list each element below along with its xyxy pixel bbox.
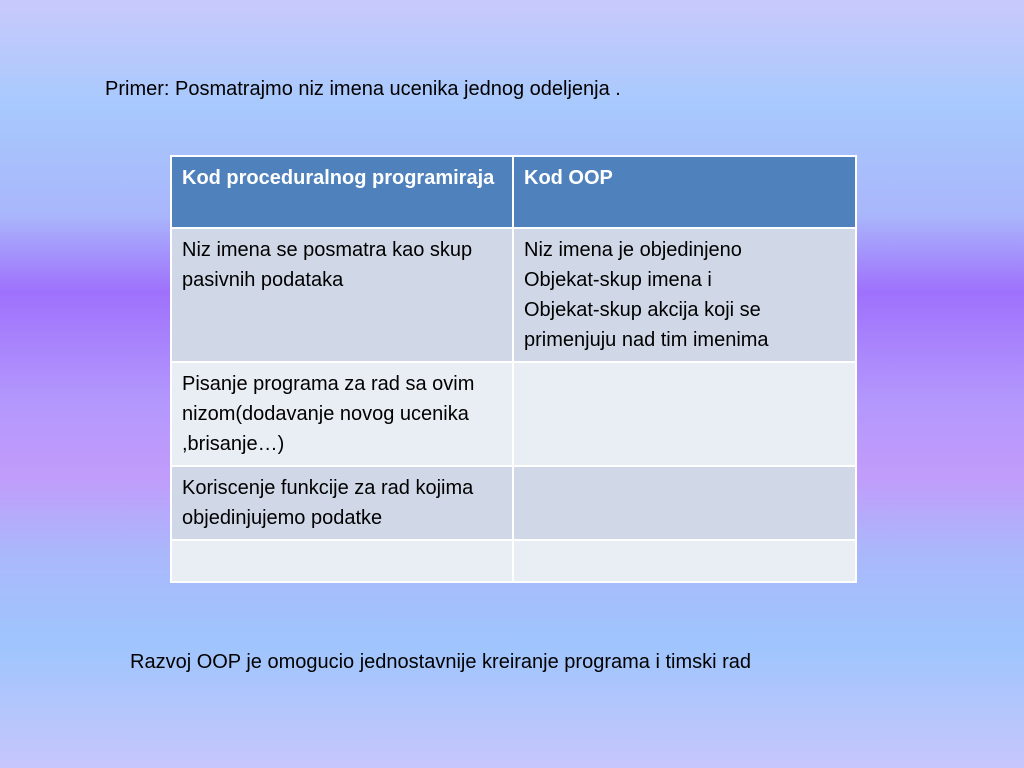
comparison-table [170, 155, 857, 583]
header-oop: Kod OOP [513, 156, 856, 228]
table-row [171, 540, 856, 582]
footer-text: Razvoj OOP je omogucio jednostavnije kreiranje programa i timski rad [130, 651, 752, 673]
table-row [171, 228, 856, 362]
cell-oop-1-line-1: Niz imena je objedinjeno [524, 239, 742, 261]
cell-procedural-3: Koriscenje funkcije za rad kojima objedinjujemo podatke [171, 466, 513, 540]
table-row [171, 362, 856, 466]
cell-oop-3 [513, 466, 856, 540]
cell-procedural-2: Pisanje programa za rad sa ovim nizom(dodavanje novog ucenika ,brisanje…) [171, 362, 513, 466]
cell-oop-4 [513, 540, 856, 582]
cell-procedural-1: Niz imena se posmatra kao skup pasivnih podataka [171, 228, 513, 362]
intro-text: Primer: Posmatrajmo niz imena ucenika jednog odeljenja . [105, 78, 621, 100]
table-header-row [171, 156, 856, 228]
cell-procedural-4 [171, 540, 513, 582]
header-procedural: Kod proceduralnog programiraja [171, 156, 513, 228]
cell-oop-1-line-3: Objekat-skup akcija koji se primenjuju nad tim imenima [524, 299, 769, 351]
table-row [171, 466, 856, 540]
cell-oop-1-line-2: Objekat-skup imena i [524, 269, 712, 291]
cell-oop-2 [513, 362, 856, 466]
cell-oop-1 [513, 228, 856, 362]
